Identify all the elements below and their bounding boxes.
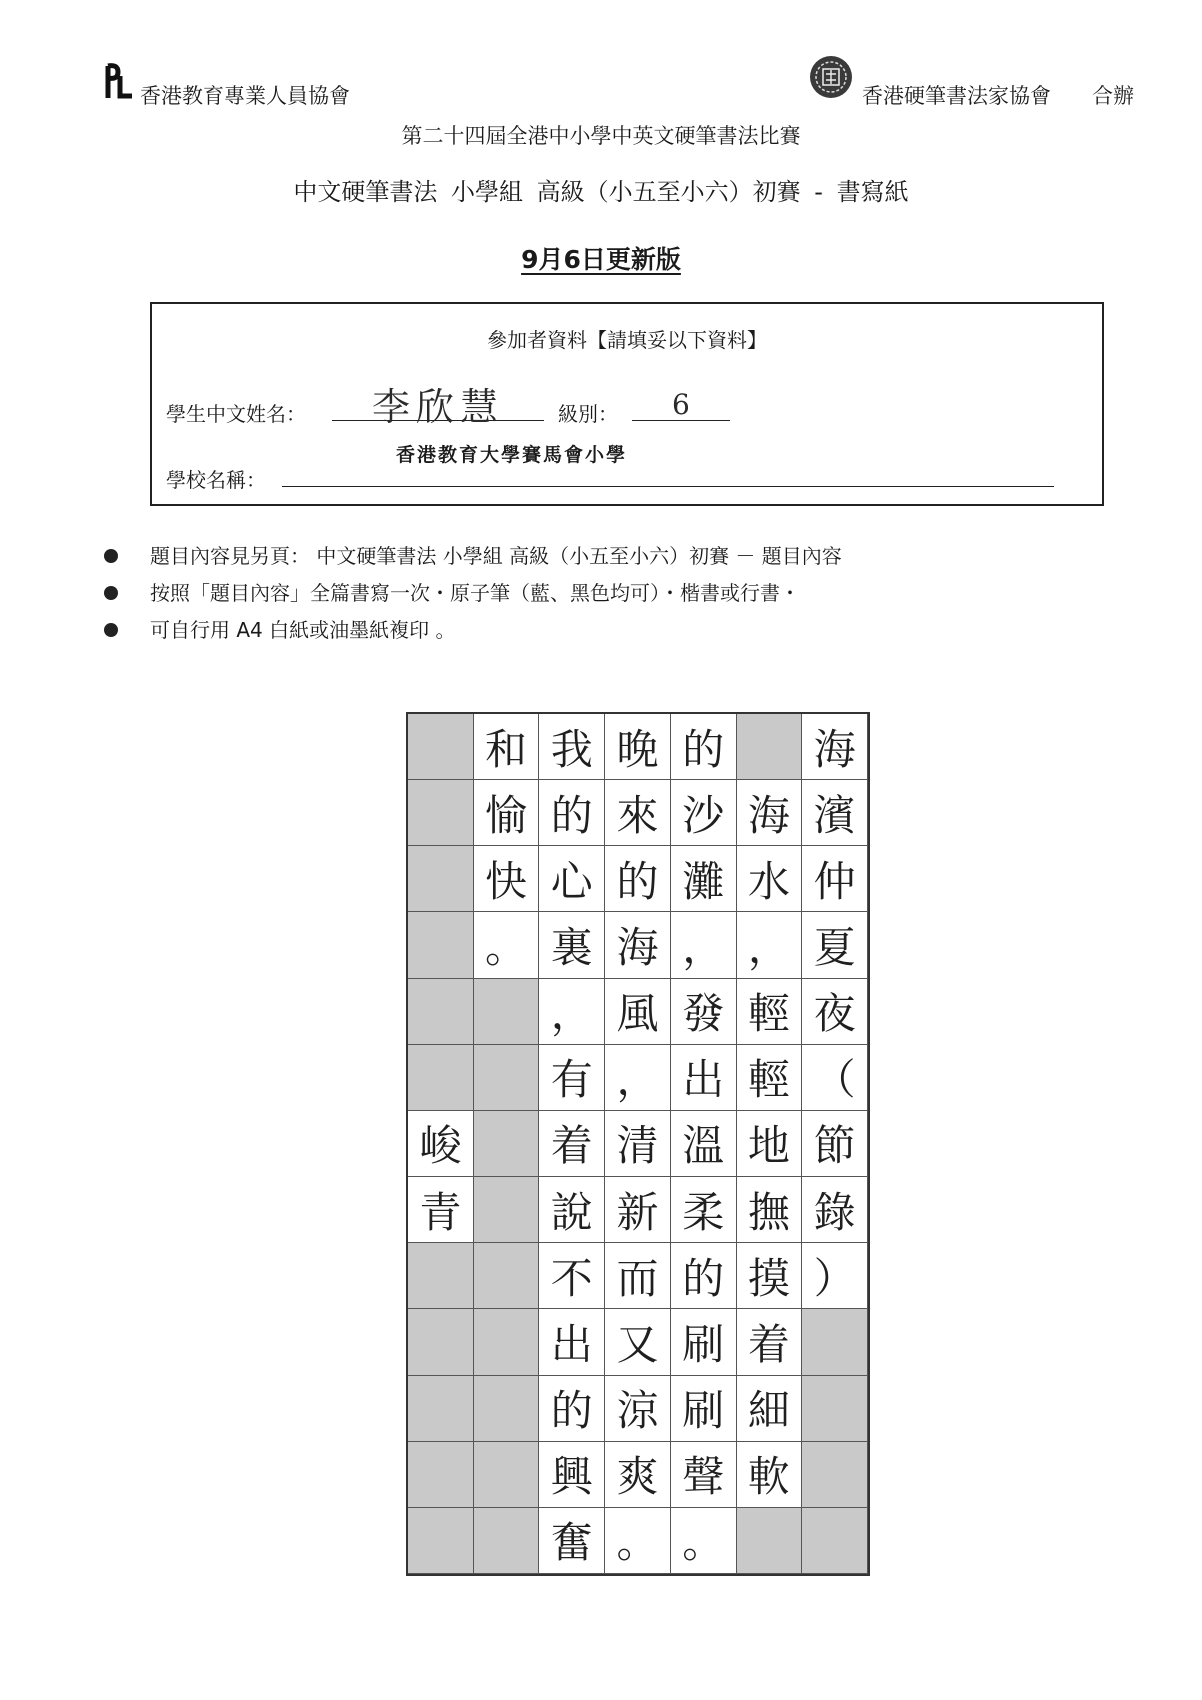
grid-cell: 的 — [605, 846, 671, 912]
grade-label: 級別： — [558, 402, 618, 426]
grid-cell: 夏 — [802, 912, 868, 978]
grid-cell: 而 — [605, 1243, 671, 1309]
grid-cell: 聲 — [671, 1442, 737, 1508]
grid-cell — [802, 1508, 868, 1574]
grid-cell — [408, 1376, 474, 1442]
grid-cell: 沙 — [671, 780, 737, 846]
writing-grid — [406, 712, 870, 1576]
note-1: 題目內容見另頁： 中文硬筆書法 小學組 高級（小五至小六）初賽 － 題目內容 — [150, 544, 842, 568]
grid-cell — [408, 1045, 474, 1111]
grid-cell: 說 — [539, 1177, 605, 1243]
grid-cell: 錄 — [802, 1177, 868, 1243]
grid-cell — [474, 1111, 540, 1177]
grid-cell: 灘 — [671, 846, 737, 912]
grid-cell — [408, 979, 474, 1045]
grid-cell: 節 — [802, 1111, 868, 1177]
category-title: 中文硬筆書法 小學組 高級（小五至小六）初賽 - 書寫紙 — [293, 178, 909, 206]
grid-cell: （ — [802, 1045, 868, 1111]
grid-cell: 着 — [539, 1111, 605, 1177]
grid-cell: 刷 — [671, 1309, 737, 1375]
grid-cell — [408, 1309, 474, 1375]
grid-cell: 爽 — [605, 1442, 671, 1508]
student-name-label: 學生中文姓名： — [166, 402, 306, 426]
grid-cell: 和 — [474, 714, 540, 780]
note-2: 按照「題目內容」全篇書寫一次・原子筆（藍、黑色均可）・楷書或行書・ — [150, 581, 800, 605]
grid-cell: 濱 — [802, 780, 868, 846]
grid-cell — [408, 1243, 474, 1309]
grid-cell — [474, 1376, 540, 1442]
grade-value[interactable]: 6 — [672, 388, 690, 421]
student-name-value[interactable]: 李欣慧 — [372, 385, 505, 429]
grid-cell: 有 — [539, 1045, 605, 1111]
grid-cell: 刷 — [671, 1376, 737, 1442]
grid-cell — [802, 1376, 868, 1442]
grid-cell: 峻 — [408, 1111, 474, 1177]
grid-cell — [802, 1442, 868, 1508]
grid-cell: 。 — [671, 1508, 737, 1574]
grid-cell: 不 — [539, 1243, 605, 1309]
grid-cell: 海 — [737, 780, 803, 846]
grid-cell — [408, 780, 474, 846]
contest-title: 第二十四屆全港中小學中英文硬筆書法比賽 — [401, 124, 801, 148]
grid-cell: ， — [605, 1045, 671, 1111]
grid-cell: 溫 — [671, 1111, 737, 1177]
organizer-left: 香港教育專業人員協會 — [140, 84, 350, 108]
grid-cell: 細 — [737, 1376, 803, 1442]
grid-cell — [474, 979, 540, 1045]
grid-cell: 撫 — [737, 1177, 803, 1243]
grid-cell: 摸 — [737, 1243, 803, 1309]
grid-cell: ） — [802, 1243, 868, 1309]
grid-cell: 水 — [737, 846, 803, 912]
grid-cell — [802, 1309, 868, 1375]
grid-cell: 奮 — [539, 1508, 605, 1574]
grid-cell: 風 — [605, 979, 671, 1045]
bullet-icon — [104, 549, 118, 563]
grid-cell: ， — [539, 979, 605, 1045]
grid-cell: 柔 — [671, 1177, 737, 1243]
grid-cell: 晚 — [605, 714, 671, 780]
grid-cell — [737, 1508, 803, 1574]
grid-cell: 裏 — [539, 912, 605, 978]
grid-cell: 的 — [671, 1243, 737, 1309]
grid-cell: ， — [737, 912, 803, 978]
grid-cell: 快 — [474, 846, 540, 912]
hk-calligraphy-association-seal-icon — [808, 54, 854, 100]
grid-cell: 新 — [605, 1177, 671, 1243]
grid-cell — [737, 714, 803, 780]
grid-cell: 。 — [605, 1508, 671, 1574]
version-note — [0, 240, 1202, 276]
participant-info-heading: 參加者資料【請填妥以下資料】 — [487, 328, 767, 352]
grid-cell: 海 — [605, 912, 671, 978]
grid-cell: 的 — [539, 780, 605, 846]
grid-cell: 心 — [539, 846, 605, 912]
school-name-label: 學校名稱： — [166, 468, 266, 492]
grid-cell: 清 — [605, 1111, 671, 1177]
grid-cell: 的 — [671, 714, 737, 780]
grid-cell: 海 — [802, 714, 868, 780]
grid-cell — [474, 1177, 540, 1243]
school-name-underline — [282, 486, 1054, 487]
grid-cell: 地 — [737, 1111, 803, 1177]
grid-cell: 出 — [539, 1309, 605, 1375]
grid-cell: 出 — [671, 1045, 737, 1111]
participant-info-box — [150, 302, 1104, 506]
note-3: 可自行用 A4 白紙或油墨紙複印 。 — [150, 618, 456, 642]
grid-cell: 軟 — [737, 1442, 803, 1508]
grid-cell: 的 — [539, 1376, 605, 1442]
hkpte-logo-icon — [104, 62, 134, 102]
bullet-icon — [104, 586, 118, 600]
grid-cell: 涼 — [605, 1376, 671, 1442]
grid-cell: 發 — [671, 979, 737, 1045]
grid-cell — [408, 846, 474, 912]
version-text: 9月6日更新版 — [521, 245, 681, 274]
organizer-right: 香港硬筆書法家協會 — [862, 84, 1051, 108]
grid-cell — [474, 1442, 540, 1508]
bullet-icon — [104, 623, 118, 637]
grid-cell: 輕 — [737, 1045, 803, 1111]
co-organised-label: 合辦 — [1092, 84, 1134, 108]
grid-cell — [474, 1309, 540, 1375]
grid-cell: 着 — [737, 1309, 803, 1375]
grid-cell — [474, 1045, 540, 1111]
grid-cell: 來 — [605, 780, 671, 846]
grid-cell: 我 — [539, 714, 605, 780]
grid-cell: 又 — [605, 1309, 671, 1375]
grid-cell — [408, 912, 474, 978]
grid-cell: 興 — [539, 1442, 605, 1508]
grid-cell: 仲 — [802, 846, 868, 912]
grid-cell: ， — [671, 912, 737, 978]
grid-cell — [408, 1442, 474, 1508]
grid-cell — [408, 714, 474, 780]
grid-cell — [474, 1243, 540, 1309]
grid-cell — [474, 1508, 540, 1574]
grid-cell: 夜 — [802, 979, 868, 1045]
grid-cell: 。 — [474, 912, 540, 978]
grid-cell: 愉 — [474, 780, 540, 846]
school-name-stamp[interactable]: 香港教育大學賽馬會小學 — [396, 444, 628, 466]
grid-cell: 青 — [408, 1177, 474, 1243]
grid-cell — [408, 1508, 474, 1574]
grid-cell: 輕 — [737, 979, 803, 1045]
